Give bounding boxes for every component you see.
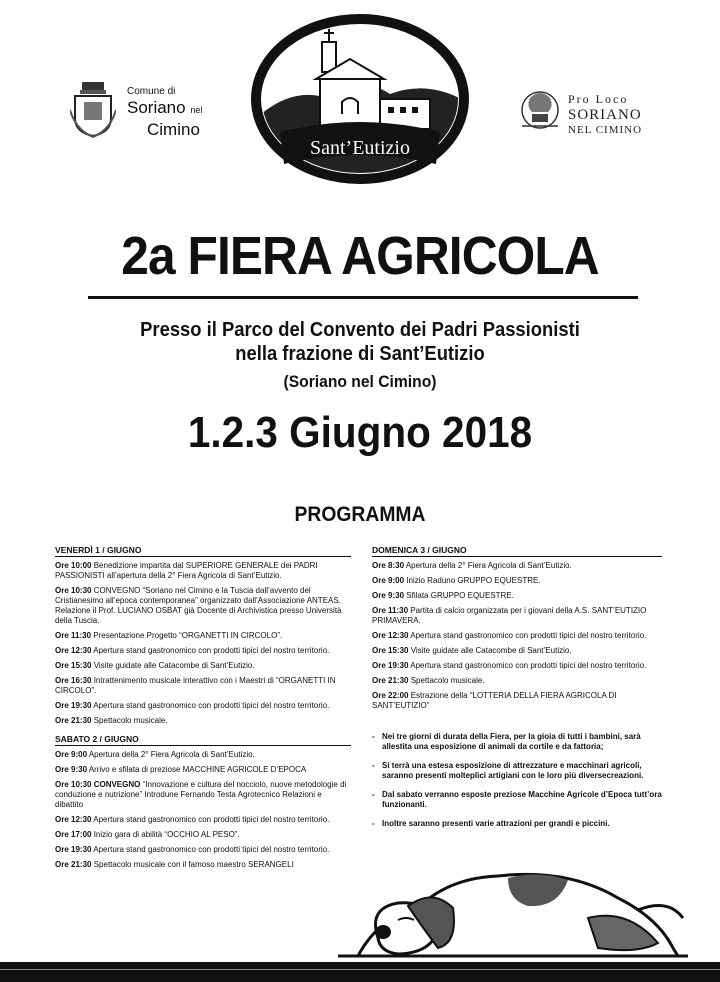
event-time: Ore 11:30 (372, 606, 409, 615)
event-time: Ore 12:30 (55, 646, 92, 655)
schedule-event (372, 561, 662, 571)
sunday-header: DOMENICA 3 / GIUGNO (372, 545, 662, 557)
proloco-logo-icon (518, 88, 562, 132)
event-text: Visite guidate alle Catacombe di Sant’Eutizio. (93, 661, 255, 670)
proloco-logo (518, 88, 678, 138)
comune-logo (70, 80, 220, 140)
event-time: Ore 19:30 (55, 845, 92, 854)
schedule-event (55, 586, 351, 626)
event-time: Ore 19:30 (55, 701, 92, 710)
event-time: Ore 12:30 (372, 631, 409, 640)
event-date: 1.2.3 Giugno 2018 (187, 408, 533, 457)
event-text: “Innovazione e cultura del nocciolo, nuove metodologie di conduzione e nutrizione” Introdune Fernando Testa Agrotecnico Relazioni e dibattito (55, 780, 347, 809)
sunday-events (372, 561, 662, 711)
footer-bar (0, 962, 720, 982)
note-item: - Inoltre saranno presenti varie attrazioni per grandi e piccini. (372, 819, 672, 829)
schedule-right-column (372, 545, 662, 716)
event-time: Ore 9:30 (55, 765, 88, 774)
saturday-header: SABATO 2 / GIUGNO (55, 734, 351, 746)
comune-line1: Comune di (127, 86, 176, 97)
schedule-event (55, 646, 351, 656)
notes-list (372, 732, 672, 838)
event-text: Presentazione Progetto “ORGANETTI IN CIRCOLO”. (93, 631, 283, 640)
event-text: Apertura della 2° Fiera Agricola di Sant’Eutizio. (405, 561, 572, 570)
event-time: Ore 12:30 (55, 815, 92, 824)
footer-line (0, 969, 720, 970)
event-time: Ore 8:30 (372, 561, 405, 570)
event-time: Ore 21:30 (55, 716, 92, 725)
church-emblem-icon (250, 14, 470, 189)
subtitle-line1: Presso il Parco del Convento dei Padri Passionisti (140, 319, 580, 341)
event-text: Estrazione della “LOTTERIA DELLA FIERA AGRICOLA DI SANT’EUTIZIO” (372, 691, 617, 710)
proloco-line2: SORIANO (568, 107, 642, 123)
event-text: Visite guidate alle Catacombe di Sant’Eutizio. (410, 646, 572, 655)
event-text: Apertura stand gastronomico con prodotti tipici del nostro territorio. (93, 815, 330, 824)
programma-heading: PROGRAMMA (294, 503, 426, 526)
schedule-event (55, 716, 351, 726)
note-item: - Dal sabato verranno esposte preziose Macchine Agricole d’Epoca tutt’ora funzionanti. (372, 790, 672, 810)
schedule-event (372, 631, 662, 641)
saturday-events (55, 750, 351, 870)
event-time: Ore 19:30 (372, 661, 409, 670)
event-text: Apertura della 2° Fiera Agricola di Sant’Eutizio. (88, 750, 255, 759)
event-time: Ore 10:30 (55, 586, 92, 595)
event-text: Apertura stand gastronomico con prodotti tipici del nostro territorio. (93, 646, 330, 655)
event-time: Ore 9:00 (372, 576, 405, 585)
schedule-left-column (55, 545, 351, 875)
subtitle-line3: (Soriano nel Cimino) (283, 372, 437, 391)
event-text: Intrattenimento musicale interattivo con i Maestri di “ORGANETTI IN CIRCOLO”. (55, 676, 336, 695)
schedule-event (55, 815, 351, 825)
event-time: Ore 10:30 CONVEGNO (55, 780, 141, 789)
schedule-event (55, 661, 351, 671)
sleeping-dog-illustration (338, 848, 688, 960)
event-time: Ore 9:30 (372, 591, 405, 600)
event-text: Apertura stand gastronomico con prodotti tipici del nostro territorio. (410, 661, 647, 670)
event-text: Arrivo e sfilata di preziose MACCHINE AGRICOLE D’EPOCA (88, 765, 307, 774)
schedule-event (372, 646, 662, 656)
comune-line3: nel (190, 105, 203, 115)
schedule-event (372, 576, 662, 586)
schedule-event (55, 765, 351, 775)
event-text: Spettacolo musicale. (93, 716, 168, 725)
event-time: Ore 22:00 (372, 691, 409, 700)
proloco-line1: Pro Loco (568, 92, 629, 106)
event-time: Ore 10:00 (55, 561, 92, 570)
schedule-event (55, 830, 351, 840)
event-time: Ore 15:30 (55, 661, 92, 670)
schedule-event (55, 561, 351, 581)
event-text: CONVEGNO “Soriano nel Cimino e la Tuscia dall’avvento del Cristianesimo all’epoca contemporanea” organizzato dall’Associazione ANTEAS. Relazione il Prof. LUCIANO OSBAT già Docente di Archivistica presso Università della Tuscia. (55, 586, 342, 625)
subtitle-line2: nella frazione di Sant’Eutizio (235, 343, 485, 365)
event-text: Apertura stand gastronomico con prodotti tipici del nostro territorio. (410, 631, 647, 640)
schedule-event (55, 676, 351, 696)
comune-crest-icon (70, 80, 116, 138)
friday-events (55, 561, 351, 726)
event-text: Partita di calcio organizzata per i giovani della A.S. SANT’EUTIZIO PRIMAVERA. (372, 606, 647, 625)
schedule-event (55, 631, 351, 641)
event-time: Ore 9:00 (55, 750, 88, 759)
emblem-name: Sant’Eutizio (310, 137, 410, 159)
event-time: Ore 11:30 (55, 631, 92, 640)
schedule-event (55, 750, 351, 760)
schedule-event (372, 606, 662, 626)
schedule-event (372, 661, 662, 671)
schedule-event (372, 676, 662, 686)
title-divider (88, 296, 638, 299)
schedule-event (372, 591, 662, 601)
event-time: Ore 15:30 (372, 646, 409, 655)
event-text: Benedizione impartita dal SUPERIORE GENERALE dei PADRI PASSIONISTI all’apertura della 2° Fiera Agricola di Sant’Eutizio. (55, 561, 318, 580)
event-text: Sfilata GRUPPO EQUESTRE. (406, 591, 514, 600)
event-text: Inizio Raduno GRUPPO EQUESTRE. (406, 576, 541, 585)
event-text: Apertura stand gastronomico con prodotti tipici del nostro territorio. (93, 701, 330, 710)
event-text: Inizio gara di abilità “OCCHIO AL PESO”. (93, 830, 240, 839)
schedule-event (55, 701, 351, 711)
event-text: Spettacolo musicale con il famoso maestro SERANGELI (93, 860, 294, 869)
event-time: Ore 17:00 (55, 830, 92, 839)
note-item: - Nei tre giorni di durata della Fiera, per la gioia di tutti i bambini, sarà allestita una esposizione di animali da cortile e da fattoria; (372, 732, 672, 752)
event-time: Ore 21:30 (55, 860, 92, 869)
comune-line4: Cimino (147, 120, 200, 139)
schedule-event (372, 691, 662, 711)
event-time: Ore 16:30 (55, 676, 92, 685)
schedule-event (55, 845, 351, 855)
comune-line2: Soriano (127, 98, 186, 117)
note-item: - Si terrà una estesa esposizione di attrezzature e macchinari agricoli, saranno presenti molteplici artigiani con le loro più diversecreazioni. (372, 761, 672, 781)
schedule-event (55, 860, 351, 870)
schedule-event (55, 780, 351, 810)
event-time: Ore 21:30 (372, 676, 409, 685)
event-text: Apertura stand gastronomico con prodotti tipici del nostro territorio. (93, 845, 330, 854)
page-title: 2a FIERA AGRICOLA (121, 226, 599, 286)
event-text: Spettacolo musicale. (410, 676, 485, 685)
friday-header: VENERDÌ 1 / GIUGNO (55, 545, 351, 557)
proloco-line3: NEL CIMINO (568, 124, 643, 136)
